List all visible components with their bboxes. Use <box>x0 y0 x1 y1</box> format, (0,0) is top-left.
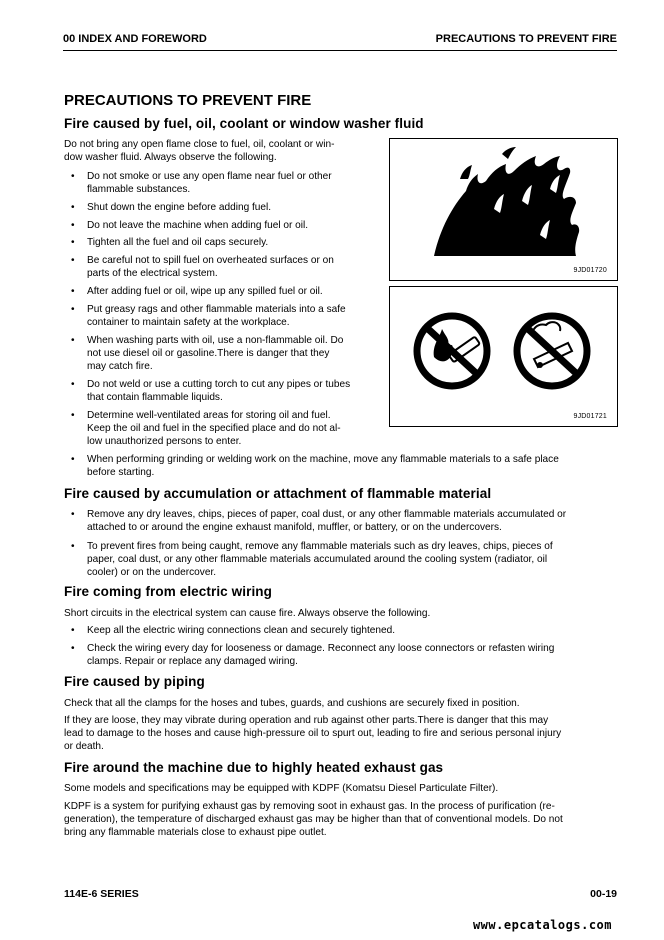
list-item: Do not leave the machine when adding fuel or oil. <box>87 220 309 231</box>
list-item: Remove any dry leaves, chips, pieces of paper, coal dust, or any other flammable materials accumulated or <box>87 509 567 520</box>
header-section-label: 00 INDEX AND FOREWORD <box>63 33 207 45</box>
list-item: Do not smoke or use any open flame near fuel or other <box>87 171 332 182</box>
bullet-dot: • <box>71 541 75 552</box>
bullet-dot: • <box>71 625 75 636</box>
exhaust-paragraph: Some models and specifications may be equipped with KDPF (Komatsu Diesel Particulate Filter). <box>64 783 499 794</box>
bullet-dot: • <box>71 335 75 346</box>
fuel-intro-line: Do not bring any open flame close to fuel, oil, coolant or win- <box>64 139 335 150</box>
flame-icon <box>390 139 617 280</box>
heading-fuel-fire: Fire caused by fuel, oil, coolant or window washer fluid <box>64 116 424 131</box>
figure-code: 9JD01721 <box>573 413 607 420</box>
no-open-flame-icon <box>417 316 487 386</box>
list-item: When performing grinding or welding work on the machine, move any flammable materials to a safe place <box>87 454 559 465</box>
flame-figure <box>389 138 618 281</box>
list-item: To prevent fires from being caught, remove any flammable materials such as dry leaves, chips, pieces of <box>87 541 553 552</box>
no-smoking-icon <box>517 316 587 386</box>
piping-paragraph: or death. <box>64 741 104 752</box>
piping-paragraph: lead to damage to the hoses and cause high-pressure oil to spurt out, leading to fire and serious personal injury <box>64 728 562 739</box>
list-item: Keep the oil and fuel in the specified place and do not al- <box>87 423 341 434</box>
list-item: Shut down the engine before adding fuel. <box>87 202 272 213</box>
bullet-dot: • <box>71 304 75 315</box>
list-item: Put greasy rags and other flammable materials into a safe <box>87 304 346 315</box>
list-item: Tighten all the fuel and oil caps securely. <box>87 237 269 248</box>
bullet-dot: • <box>71 286 75 297</box>
prohibition-signs <box>390 287 617 426</box>
list-item: that contain flammable liquids. <box>87 392 223 403</box>
list-item: may catch fire. <box>87 361 153 372</box>
list-item: Check the wiring every day for looseness or damage. Reconnect any loose connectors or refasten wiring <box>87 643 555 654</box>
bullet-dot: • <box>71 509 75 520</box>
list-item: container to maintain safety at the workplace. <box>87 317 290 328</box>
heading-wiring-fire: Fire coming from electric wiring <box>64 584 272 599</box>
bullet-dot: • <box>71 379 75 390</box>
bullet-dot: • <box>71 643 75 654</box>
list-item: Keep all the electric wiring connections clean and securely tightened. <box>87 625 396 636</box>
exhaust-paragraph: bring any flammable materials close to exhaust pipe outlet. <box>64 827 327 838</box>
bullet-dot: • <box>71 410 75 421</box>
list-item: After adding fuel or oil, wipe up any spilled fuel or oil. <box>87 286 323 297</box>
list-item: flammable substances. <box>87 184 191 195</box>
list-item: low unauthorized persons to enter. <box>87 436 242 447</box>
footer-series: 114E-6 SERIES <box>64 888 139 900</box>
list-item: before starting. <box>87 467 155 478</box>
header-page-topic: PRECAUTIONS TO PREVENT FIRE <box>435 33 617 45</box>
footer-page-number: 00-19 <box>590 888 617 900</box>
list-item: attached to or around the engine exhaust manifold, muffler, or battery, or on the undercovers. <box>87 522 502 533</box>
list-item: parts of the electrical system. <box>87 268 218 279</box>
watermark-url: www.epcatalogs.com <box>472 918 612 932</box>
heading-piping-fire: Fire caused by piping <box>64 674 205 689</box>
bullet-dot: • <box>71 171 75 182</box>
fuel-intro-line: dow washer fluid. Always observe the following. <box>64 152 277 163</box>
wiring-intro: Short circuits in the electrical system can cause fire. Always observe the following. <box>64 608 431 619</box>
bullet-dot: • <box>71 454 75 465</box>
prohibition-figure <box>389 286 618 427</box>
list-item: not use diesel oil or gasoline.There is danger that they <box>87 348 330 359</box>
page-title: PRECAUTIONS TO PREVENT FIRE <box>64 92 312 109</box>
exhaust-paragraph: generation), the temperature of discharged exhaust gas may be higher than that of conventional models. Do not <box>64 814 563 825</box>
list-item: paper, coal dust, or any other flammable materials accumulated around the cooling system (radiator, oil <box>87 554 548 565</box>
heading-exhaust-fire: Fire around the machine due to highly heated exhaust gas <box>64 760 444 775</box>
list-item: Be careful not to spill fuel on overheated surfaces or on <box>87 255 334 266</box>
list-item: Determine well-ventilated areas for storing oil and fuel. <box>87 410 331 421</box>
list-item: cooler) or on the undercover. <box>87 567 217 578</box>
bullet-dot: • <box>71 220 75 231</box>
list-item: Do not weld or use a cutting torch to cut any pipes or tubes <box>87 379 351 390</box>
bullet-dot: • <box>71 237 75 248</box>
piping-paragraph: Check that all the clamps for the hoses and tubes, guards, and cushions are securely fixed in position. <box>64 698 520 709</box>
figure-code: 9JD01720 <box>573 267 607 274</box>
exhaust-paragraph: KDPF is a system for purifying exhaust gas by removing soot in exhaust gas. In the process of purification (re- <box>64 801 555 812</box>
heading-accumulation-fire: Fire caused by accumulation or attachment of flammable material <box>64 486 492 501</box>
list-item: clamps. Repair or replace any damaged wiring. <box>87 656 298 667</box>
list-item: When washing parts with oil, use a non-flammable oil. Do <box>87 335 344 346</box>
header-divider <box>63 50 617 51</box>
bullet-dot: • <box>71 202 75 213</box>
bullet-dot: • <box>71 255 75 266</box>
piping-paragraph: If they are loose, they may vibrate during operation and rub against other parts.There is danger that this may <box>64 715 549 726</box>
